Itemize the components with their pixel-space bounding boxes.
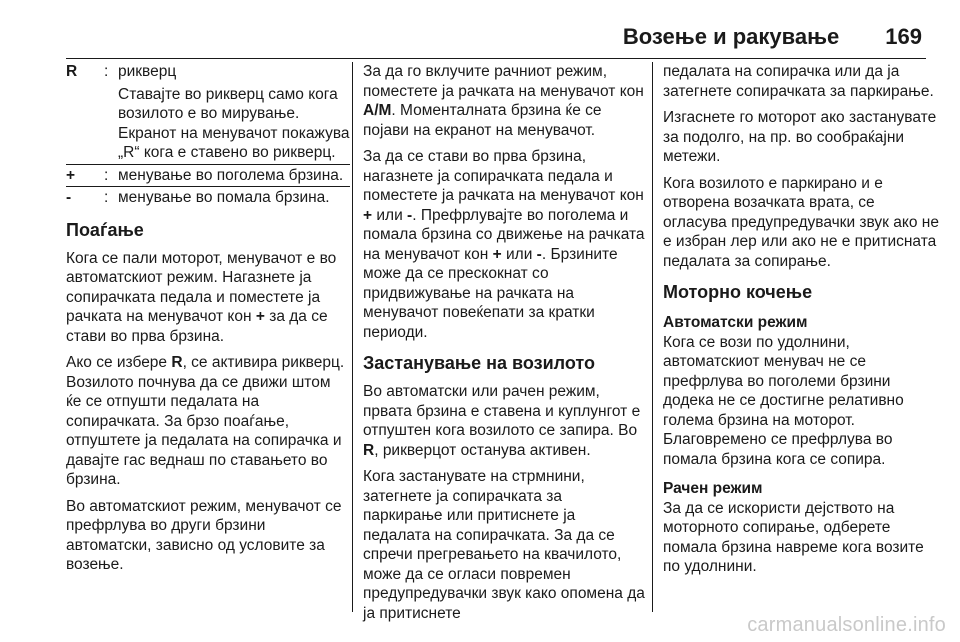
heading-stopping-vehicle: Застанување на возилото — [363, 353, 595, 373]
definition-description — [118, 62, 350, 163]
subheading-manual-mode: Рачен режим — [663, 480, 763, 497]
definition-description: менување во поголема брзина. — [118, 166, 344, 184]
watermark: carmanualsonline.info — [747, 614, 946, 636]
page-header — [623, 24, 922, 58]
heading-starting-off: Поаѓање — [66, 219, 144, 240]
column-divider-1 — [352, 62, 353, 612]
header-rule — [66, 58, 926, 59]
definition-description: менување во помала брзина. — [118, 189, 330, 206]
page-number: 169 — [885, 24, 922, 49]
paragraph: Кога се вози по удолнини, автоматскиот менувач не се префрлува во поголеми брзини додека не се достигне релативно голема брзина на моторот. Благовремено се префрлува во помала брзина кога се сопира. — [663, 333, 904, 468]
heading-engine-braking: Моторно кочење — [663, 282, 813, 302]
column-1 — [66, 62, 350, 582]
subheading-automatic-mode: Автоматски режим — [663, 314, 808, 331]
paragraph: Кога се пали моторот, менувачот е во автоматскиот режим. Нагазнете ја сопирачката педала и поместете ја рачката на менувачот кон + за да се стави во прва брзина. — [66, 249, 337, 345]
paragraph: За да се стави во прва брзина, нагазнете ја сопирачката педала и поместете ја рачката на менувачот кон + или -. Префрлувајте во поголема и помала брзина со движење на рачката на менувачот кон + или -. Брзините може да се прескокнат со придвижување на рачката на менувачот повеќепати за кратки периоди. — [363, 148, 645, 341]
column-divider-2 — [652, 62, 653, 612]
paragraph: Изгаснете го моторот ако застанувате за подолго, на пр. во сообраќајни метежи. — [663, 109, 937, 165]
definition-term: - — [66, 189, 72, 206]
page-title: Возење и ракување — [622, 24, 840, 49]
definition-list — [66, 62, 350, 209]
definition-separator: : — [104, 63, 109, 80]
definition-row-upshift — [66, 166, 350, 188]
paragraph: Ако се избере R, се активира рикверц. Возилото почнува да се движи штом ќе се отпушти педалата на сопирачката. За брзо поаѓање, отпуштете ја педалата на сопирачка и давајте гас веднаш по ставањето во брзина. — [66, 354, 345, 488]
definition-term: + — [66, 166, 76, 184]
paragraph: За да го вклучите рачниот режим, поместете ја рачката на менувачот кон A/M. Моменталната брзина ќе се појави на екранот на менувачот. — [363, 63, 644, 139]
paragraph: Кога возилото е паркирано и е отворена возачката врата, се огласува предупредувачки звук ако не е избран лер или ако не е притисната педалата за сопирање. — [663, 174, 939, 270]
definition-separator: : — [104, 166, 109, 184]
definition-row-downshift — [66, 188, 350, 209]
paragraph: Во автоматскиот режим, менувачот се префрлува во други брзини автоматски, зависно од условите за возење. — [66, 497, 342, 573]
paragraph: педалата на сопирачка или да ја затегнете сопирачката за паркирање. — [663, 63, 934, 100]
column-2 — [363, 62, 645, 630]
definition-term: R — [66, 63, 78, 80]
definition-text: рикверц — [118, 63, 177, 80]
definition-subtext: Ставајте во рикверц само кога возилото е во мирување. Екранот на менувачот покажува „R“ кога е ставено во рикверц. — [118, 85, 350, 161]
column-3 — [663, 62, 939, 584]
paragraph: Во автоматски или рачен режим, првата брзина е ставена и куплунгот е отпуштен кога возилото се запира. Во R, рикверцот останува активен. — [363, 383, 641, 459]
definition-row-reverse — [66, 62, 350, 165]
paragraph: За да се искористи дејството на моторното сопирање, одберете помала брзина навреме кога возите по удолнини. — [663, 499, 924, 575]
definition-separator: : — [104, 189, 109, 206]
paragraph: Кога застанувате на стрмнини, затегнете ја сопирачката за паркирање или притиснете ја педалата на сопирачката. За да се спречи прегревањето на квачилото, може да се огласи повремен предупредувачки звук како опомена да ја притиснете — [363, 468, 645, 622]
